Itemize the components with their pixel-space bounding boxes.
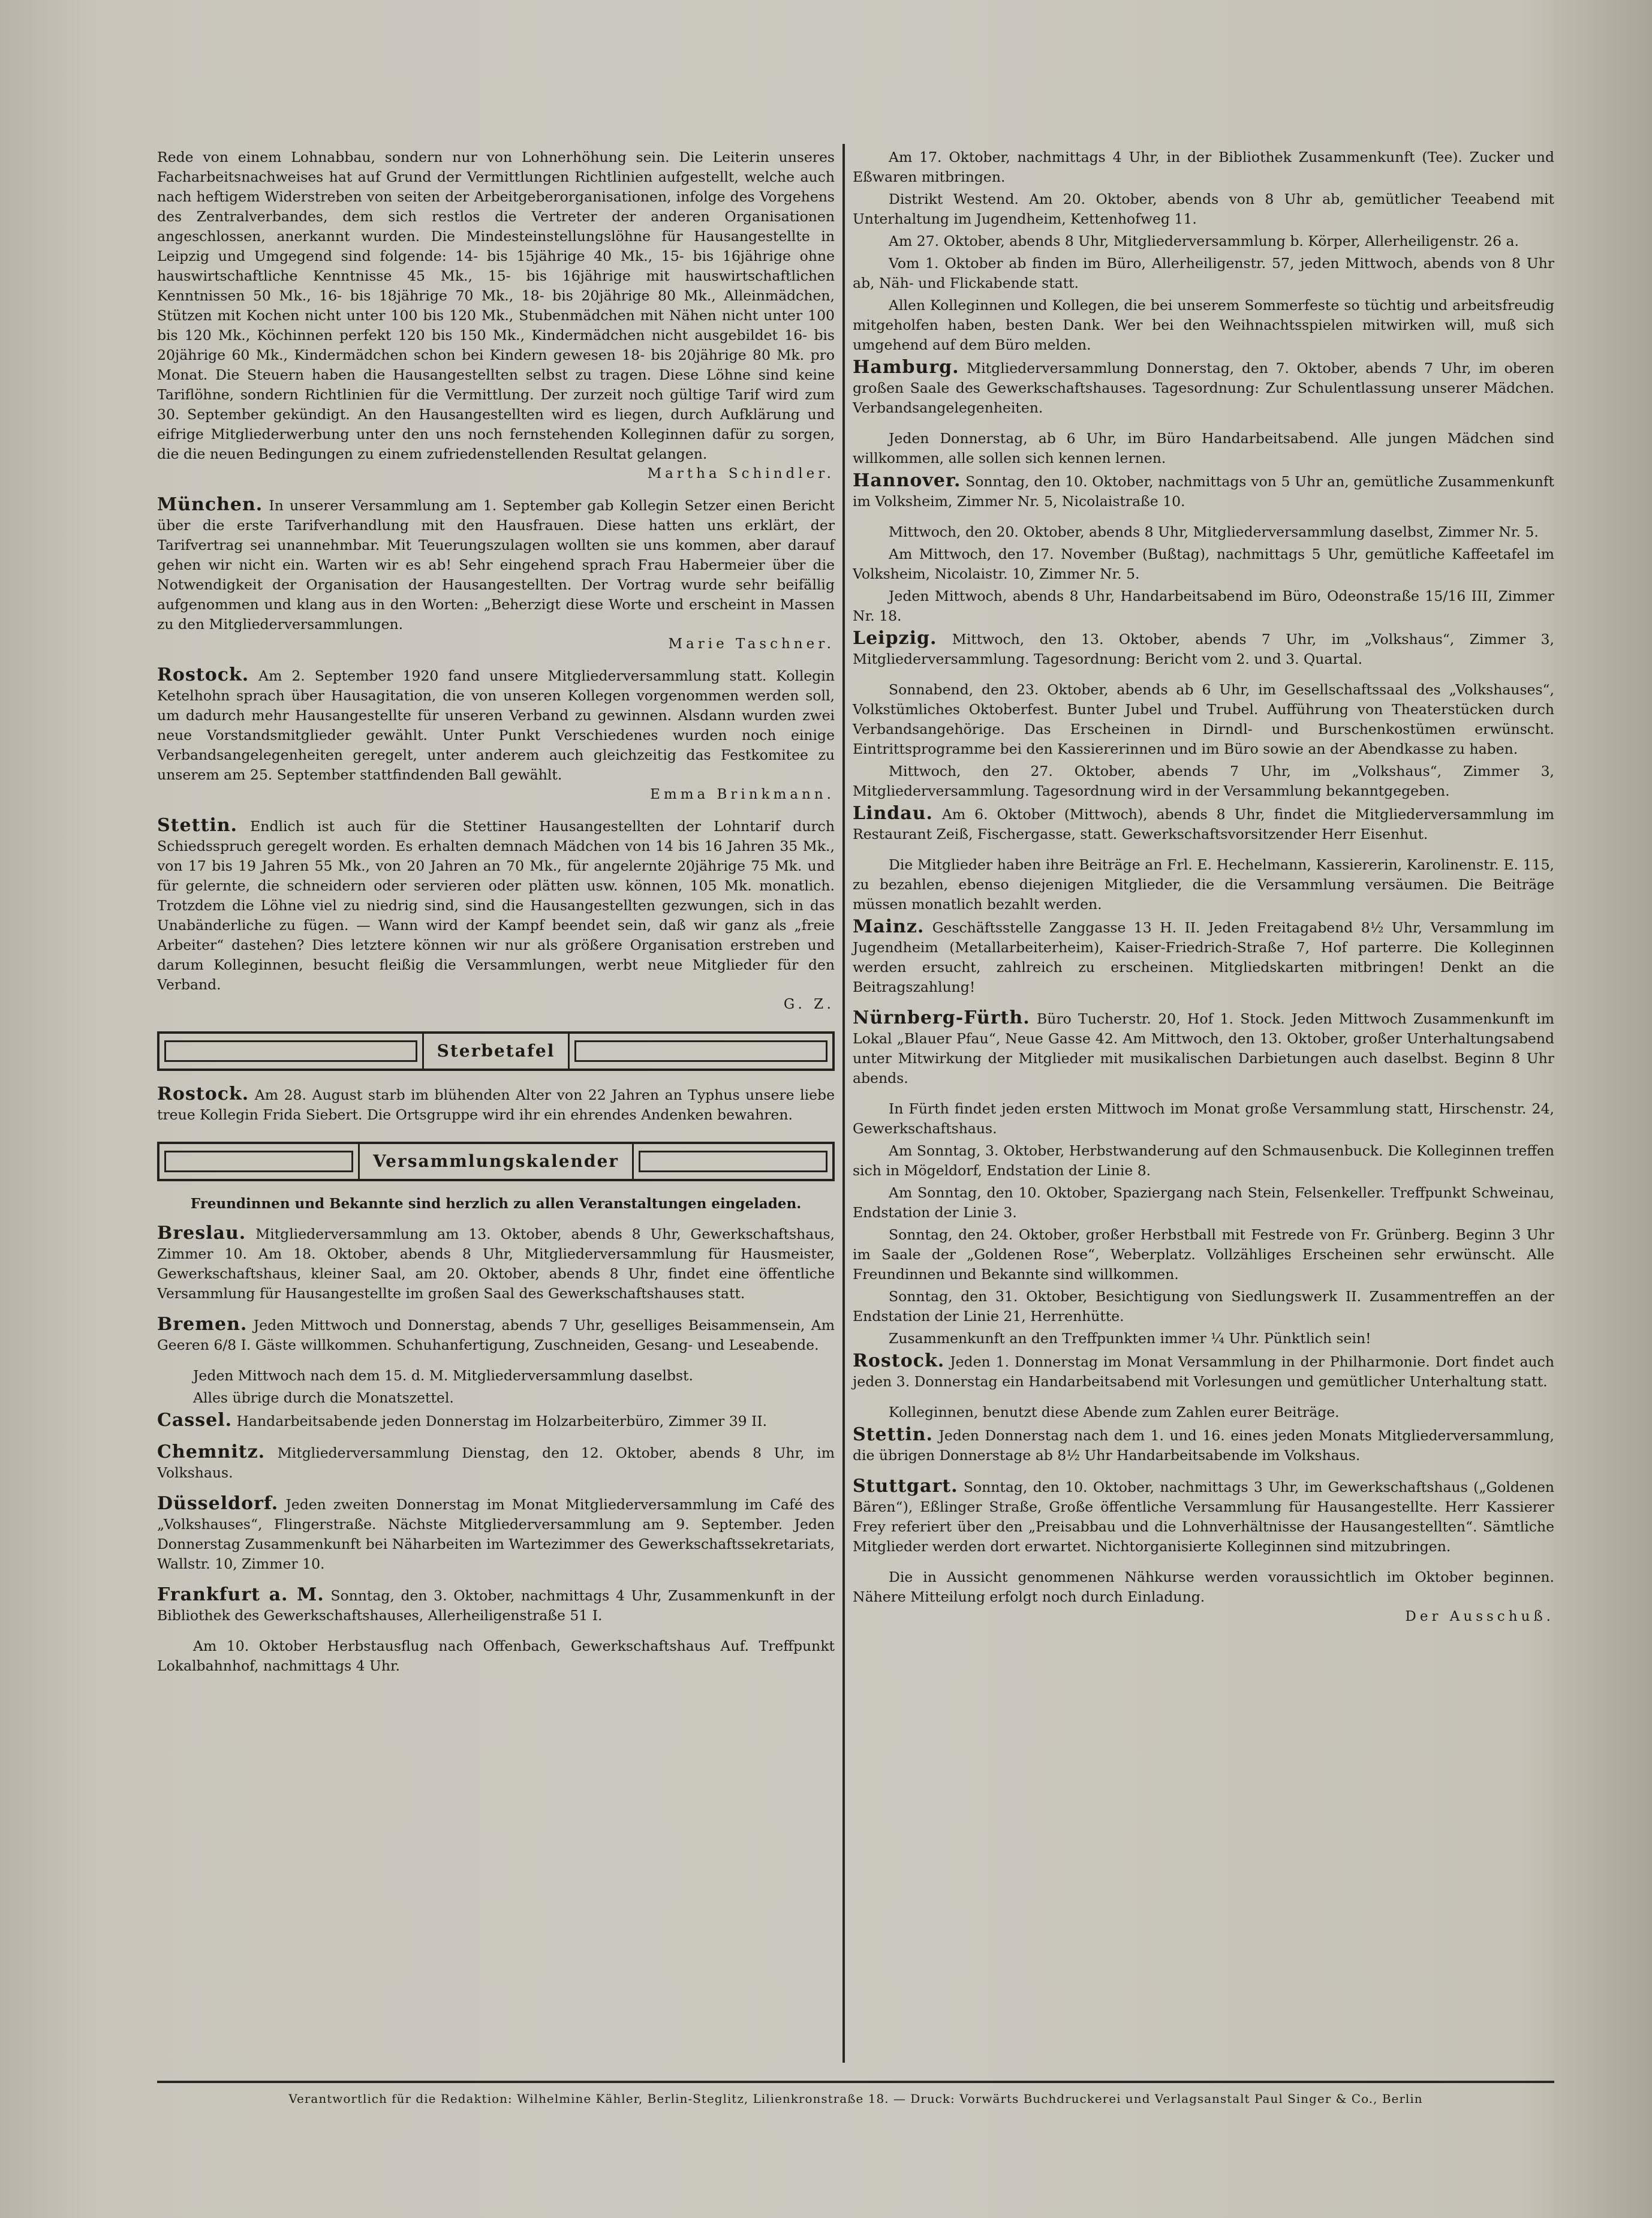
left-column — [157, 148, 835, 1678]
place-heading: Breslau. — [157, 1223, 246, 1244]
place-heading: Stuttgart. — [853, 1476, 958, 1497]
calendar-hannover-sub: Am Mittwoch, den 17. November (Bußtag), nachmittags 5 Uhr, gemütliche Kaffeetafel im Volksheim, Nicolaistr. 10, Zimmer Nr. 5. — [853, 546, 1554, 582]
calendar-stettin: Stettin. Jeden Donnerstag nach dem 1. und 16. eines jeden Monats Mitgliederversammlung, die übrigen Donnerstage ab 8½ Uhr Handarbeitsabende im Volkshaus. — [853, 1424, 1554, 1464]
place-heading: Frankfurt a. M. — [157, 1584, 324, 1605]
calendar-frankfurt-cont: Distrikt Westend. Am 20. Oktober, abends von 8 Uhr ab, gemütlicher Teeabend mit Unterhaltung im Jugendheim, Kettenhofweg 11. — [853, 191, 1554, 227]
signature: G. Z. — [783, 997, 835, 1012]
calendar-lindau: Lindau. Am 6. Oktober (Mittwoch), abends 8 Uhr, findet die Mitgliederversammlung im Restaurant Zeiß, Fischergasse, statt. Gewerkschaftsvorsitzender Herr Eisenhut. — [853, 803, 1554, 842]
calendar-hannover: Hannover. Sonntag, den 10. Oktober, nachmittags von 5 Uhr an, gemütliche Zusammenkunft im Volksheim, Zimmer Nr. 5, Nicolaistraße 10. — [853, 470, 1554, 510]
report-muenchen: München. In unserer Versammlung am 1. September gab Kollegin Setzer einen Bericht über die erste Tarifverhandlung mit den Hausfrauen. Diese hatten uns erklärt, der Tarifvertrag sei unannehmbar. Mit Teuerungszulagen wollten sie uns kommen, aber darauf gehen wir nicht ein. Warten wir es ab! Sehr eingehend sprach Frau Habermeier über die Notwendigkeit der Organisation der Hausangestellten. Der Vortrag wurde sehr beifällig aufgenommen und klang aus in den Worten: „Beherzigt diese Worte und erscheint in Massen zu den Mitgliederversammlungen. Marie Taschner. — [157, 495, 835, 654]
place-heading: Rostock. — [157, 1084, 249, 1105]
section-heading-box — [157, 1142, 835, 1181]
place-heading: Bremen. — [157, 1314, 248, 1335]
calendar-duesseldorf: Düsseldorf. Jeden zweiten Donnerstag im Monat Mitgliederversammlung im Café des „Volkshauses“, Flingerstraße. Nächste Mitgliederversammlung am 9. September. Jeden Donnerstag Zusammenkunft bei Näharbeiten im Wartezimmer des Gewerkschaftssekretariats, Wallstr. 10, Zimmer 10. — [157, 1493, 835, 1572]
calendar-breslau: Breslau. Mitgliederversammlung am 13. Oktober, abends 8 Uhr, Gewerkschaftshaus, Zimmer 10. Am 18. Oktober, abends 8 Uhr, Mitgliederversammlung für Hausmeister, Gewerkschaftshaus, kleiner Saal, am 20. Oktober, abends 8 Uhr, findet eine öffentliche Versammlung für Hausangestellte im großen Saal des Gewerkschaftshauses statt. — [157, 1223, 835, 1302]
calendar-bremen-sub: Alles übrige durch die Monatszettel. — [193, 1389, 454, 1406]
place-heading: Hamburg. — [853, 357, 959, 378]
calendar-rostock: Rostock. Jeden 1. Donnerstag im Monat Versammlung in der Philharmonie. Dort findet auch jeden 3. Donnerstag ein Handarbeitsabend mit Vorlesungen und gemütlicher Unterhaltung statt. — [853, 1350, 1554, 1390]
calendar-chemnitz: Chemnitz. Mitgliederversammlung Dienstag, den 12. Oktober, abends 8 Uhr, im Volkshaus. — [157, 1441, 835, 1481]
signature: Der Ausschuß. — [1405, 1609, 1554, 1624]
calendar-bremen-sub: Jeden Mittwoch nach dem 15. d. M. Mitgliederversammlung daselbst. — [193, 1367, 693, 1384]
place-heading: Hannover. — [853, 470, 961, 491]
imprint-footer: Verantwortlich für die Redaktion: Wilhelmine Kähler, Berlin-Steglitz, Lilienkronstraße 18. — Druck: Vorwärts Buchdruckerei und Verlagsanstalt Paul Singer & Co., Berlin — [157, 2081, 1554, 2106]
signature: Emma Brinkmann. — [650, 787, 835, 802]
calendar-nuernberg-sub: In Fürth findet jeden ersten Mittwoch im Monat große Versammlung statt, Hirschenstr. 24, Gewerkschaftshaus. — [853, 1100, 1554, 1137]
calendar-note: Freundinnen und Bekannte sind herzlich zu allen Veranstaltungen eingeladen. — [190, 1196, 802, 1212]
place-heading: Lindau. — [853, 803, 933, 824]
place-heading: Stettin. — [157, 815, 237, 836]
calendar-nuernberg-sub: Am Sonntag, den 10. Oktober, Spaziergang nach Stein, Felsenkeller. Treffpunkt Schweinau, Endstation der Linie 3. — [853, 1184, 1554, 1221]
calendar-rostock-sub: Kolleginnen, benutzt diese Abende zum Zahlen eurer Beiträge. — [889, 1404, 1340, 1421]
ornament-frame — [164, 1151, 353, 1172]
calendar-lindau-sub: Die Mitglieder haben ihre Beiträge an Frl. E. Hechelmann, Kassiererin, Karolinenstr. E. 115, zu bezahlen, ebenso diejenigen Mitglieder, die die Versammlung versäumen. Die Beiträge müssen monatlich bezahlt werden. — [853, 856, 1554, 913]
calendar-nuernberg-sub: Am Sonntag, 3. Oktober, Herbstwanderung auf den Schmausenbuck. Die Kolleginnen treffen sich in Mögeldorf, Endstation der Linie 8. — [853, 1142, 1554, 1179]
place-heading: Düsseldorf. — [157, 1493, 279, 1514]
place-heading: Leipzig. — [853, 628, 937, 649]
calendar-leipzig-sub: Mittwoch, den 27. Oktober, abends 7 Uhr, im „Volkshaus“, Zimmer 3, Mitgliederversammlung. Tagesordnung wird in der Versammlung bekanntgegeben. — [853, 763, 1554, 799]
section-title: Sterbetafel — [422, 1034, 570, 1069]
place-heading: Mainz. — [853, 916, 925, 937]
calendar-frankfurt-cont: Am 27. Oktober, abends 8 Uhr, Mitgliederversammlung b. Körper, Allerheiligenstr. 26 a. — [889, 233, 1519, 249]
calendar-cassel: Cassel. Handarbeitsabende jeden Donnerstag im Holzarbeiterbüro, Zimmer 39 II. — [157, 1410, 768, 1431]
right-column — [853, 148, 1554, 1629]
section-heading-box — [157, 1031, 835, 1071]
calendar-hamburg: Hamburg. Mitgliederversammlung Donnerstag, den 7. Oktober, abends 7 Uhr, im oberen großen Saale des Gewerkschaftshauses. Tagesordnung: Zur Schulentlassung unserer Mädchen. Verbandsangelegenheiten. — [853, 357, 1554, 416]
calendar-leipzig: Leipzig. Mittwoch, den 13. Oktober, abends 7 Uhr, im „Volkshaus“, Zimmer 3, Mitgliederversammlung. Tagesordnung: Bericht vom 2. und 3. Quartal. — [853, 628, 1554, 667]
calendar-frankfurt-sub: Am 10. Oktober Herbstausflug nach Offenbach, Gewerkschaftshaus Auf. Treffpunkt Lokalbahnhof, nachmittags 4 Uhr. — [157, 1638, 835, 1674]
calendar-stuttgart: Stuttgart. Sonntag, den 10. Oktober, nachmittags 3 Uhr, im Gewerkschaftshaus („Goldenen Bären“), Eßlinger Straße, Große öffentliche Versammlung für Hausangestellte. Herr Kassierer Frey referiert über den „Preisabbau und die Lohnverhältnisse der Hausangestellten“. Sämtliche Mitglieder werden dort erwartet. Nichtorganisierte Kolleginnen sind mitzubringen. — [853, 1476, 1554, 1555]
ornament-frame — [574, 1040, 827, 1062]
calendar-hannover-sub: Mittwoch, den 20. Oktober, abends 8 Uhr, Mitgliederversammlung daselbst, Zimmer Nr. 5. — [889, 523, 1539, 540]
calendar-frankfurt-cont: Vom 1. Oktober ab finden im Büro, Allerheiligenstr. 57, jeden Mittwoch, abends von 8 Uhr ab, Näh- und Flickabende statt. — [853, 255, 1554, 291]
place-heading: Stettin. — [853, 1424, 933, 1445]
place-heading: Nürnberg-Fürth. — [853, 1007, 1030, 1028]
column-divider — [842, 144, 845, 2063]
place-heading: Rostock. — [157, 664, 249, 685]
place-heading: Chemnitz. — [157, 1441, 266, 1462]
place-heading: Rostock. — [853, 1350, 945, 1371]
calendar-nuernberg-sub: Sonntag, den 31. Oktober, Besichtigung von Siedlungswerk II. Zusammentreffen an der Endstation der Linie 21, Herrenhütte. — [853, 1288, 1554, 1325]
report-stettin: Stettin. Endlich ist auch für die Stettiner Hausangestellten der Lohntarif durch Schiedsspruch geregelt worden. Es erhalten demnach Mädchen von 14 bis 16 Jahren 35 Mk., von 17 bis 19 Jahren 55 Mk., von 20 Jahren an 70 Mk., für angelernte 20jährige 75 Mk. und für gelernte, die schneidern oder servieren oder plätten usw. können, 105 Mk. monatlich. Trotzdem die Löhne viel zu niedrig sind, sind die Hausangestellten gezwungen, sich in das Unabänderliche zu fügen. — Wann wird der Kampf beendet sein, daß wir ganz als „freie Arbeiter“ dastehen? Dies letztere können wir nur als größere Organisation erstreben und darum Kolleginnen, besucht fleißig die Versammlungen, werbt neue Mitglieder für den Verband. G. Z. — [157, 815, 835, 1015]
calendar-frankfurt: Frankfurt a. M. Sonntag, den 3. Oktober, nachmittags 4 Uhr, Zusammenkunft in der Bibliothek des Gewerkschaftshauses, Allerheiligenstraße 51 I. — [157, 1584, 835, 1624]
calendar-mainz: Mainz. Geschäftsstelle Zanggasse 13 H. II. Jeden Freitagabend 8½ Uhr, Versammlung im Jugendheim (Metallarbeiterheim), Kaiser-Friedrich-Straße 7, Hof parterre. Die Kolleginnen werden ersucht, zahlreich zu erscheinen. Mitgliedskarten mitbringen! Denkt an die Beitragszahlung! — [853, 916, 1554, 995]
calendar-nuernberg-sub: Sonntag, den 24. Oktober, großer Herbstball mit Festrede von Fr. Grünberg. Beginn 3 Uhr im Saale der „Goldenen Rose“, Weberplatz. Vollzähliges Erscheinen sehr erwünscht. Alle Freundinnen und Bekannte sind willkommen. — [853, 1226, 1554, 1283]
obituary: Rostock. Am 28. August starb im blühenden Alter von 22 Jahren an Typhus unsere liebe treue Kollegin Frida Siebert. Die Ortsgruppe wird ihr ein ehrendes Andenken bewahren. — [157, 1084, 835, 1123]
calendar-hannover-sub: Jeden Mittwoch, abends 8 Uhr, Handarbeitsabend im Büro, Odeonstraße 15/16 III, Zimmer Nr. 18. — [853, 588, 1554, 624]
calendar-stuttgart-sub: Die in Aussicht genommenen Nähkurse werden voraussichtlich im Oktober beginnen. Nähere Mitteilung erfolgt noch durch Einladung. Der Ausschuß. — [853, 1567, 1554, 1627]
calendar-leipzig-sub: Sonnabend, den 23. Oktober, abends ab 6 Uhr, im Gesellschaftssaal des „Volkshauses“, Volkstümliches Oktoberfest. Bunter Jubel und Trubel. Aufführung von Theaterstücken durch Verbandsangehörige. Das Erscheinen in Dirndl- und Burschenkostümen erwünscht. Eintrittsprogramme bei den Kassiererinnen und im Büro sowie an der Abendkasse zu haben. — [853, 681, 1554, 757]
section-title: Versammlungskalender — [358, 1144, 634, 1179]
place-heading: München. — [157, 494, 263, 515]
report-rostock: Rostock. Am 2. September 1920 fand unsere Mitgliederversammlung statt. Kollegin Ketelhohn sprach über Hausagitation, die von unseren Kollegen vorgenommen werden soll, um dadurch mehr Hausangestellte für unseren Verband zu gewinnen. Alsdann wurden zwei neue Vorstandsmitglieder gewählt. Unter Punkt Verschiedenes wurden noch einige Verbandsangelegenheiten geregelt, unter anderem auch gleichzeitig das Festkomitee zu unserem am 25. September stattfindenden Ball gewählt. Emma Brinkmann. — [157, 665, 835, 805]
ornament-frame — [164, 1040, 417, 1062]
signature: Marie Taschner. — [668, 636, 835, 652]
signature: Martha Schindler. — [647, 466, 835, 481]
ornament-frame — [639, 1151, 827, 1172]
calendar-frankfurt-cont: Am 17. Oktober, nachmittags 4 Uhr, in der Bibliothek Zusammenkunft (Tee). Zucker und Eßwaren mitbringen. — [853, 149, 1554, 185]
place-heading: Cassel. — [157, 1410, 233, 1431]
calendar-frankfurt-cont: Allen Kolleginnen und Kollegen, die bei unserem Sommerfeste so tüchtig und arbeitsfreudig mitgeholfen haben, besten Dank. Wer bei den Weihnachtsspielen mitwirken will, muß sich umgehend auf dem Büro melden. — [853, 297, 1554, 353]
calendar-bremen: Bremen. Jeden Mittwoch und Donnerstag, abends 7 Uhr, geselliges Beisammensein, Am Geeren 6/8 I. Gäste willkommen. Schuhanfertigung, Zuschneiden, Gesang- und Leseabende. — [157, 1314, 835, 1353]
calendar-nuernberg: Nürnberg-Fürth. Büro Tucherstr. 20, Hof 1. Stock. Jeden Mittwoch Zusammenkunft im Lokal „Blauer Pfau“, Neue Gasse 42. Am Mittwoch, den 13. Oktober, großer Unterhaltungsabend unter Mitwirkung der Mitglieder mit musikalischen Darbietungen auch daselbst. Beginn 8 Uhr abends. — [853, 1007, 1554, 1087]
calendar-nuernberg-sub: Zusammenkunft an den Treffpunkten immer ¼ Uhr. Pünktlich sein! — [889, 1330, 1371, 1347]
intro-article: Rede von einem Lohnabbau, sondern nur von Lohnerhöhung sein. Die Leiterin unseres Facharbeitsnachweises hat auf Grund der Vermittlungen Richtlinien aufgestellt, welche auch nach heftigem Widerstreben von seiten der Arbeitgeberorganisationen, infolge des Vorgehens des Zentralverbandes, dem sich restlos die Vertreter der anderen Organisationen angeschlossen, anerkannt wurden. Die Mindesteinstellungslöhne für Hausangestellte in Leipzig und Umgegend sind folgende: 14- bis 15jährige 40 Mk., 15- bis 16jährige ohne hauswirtschaftliche Kenntnisse 45 Mk., 15- bis 16jährige mit hauswirtschaftlichen Kenntnissen 50 Mk., 16- bis 18jährige 70 Mk., 18- bis 20jährige 80 Mk., Alleinmädchen, Stützen mit Kochen nicht unter 100 bis 120 Mk., Stubenmädchen mit Nähen nicht unter 100 bis 120 Mk., Köchinnen perfekt 120 bis 150 Mk., Kindermädchen nicht ausgebildet 16- bis 20jährige 60 Mk., Kindermädchen schon bei Kindern gewesen 18- bis 20jährige 80 Mk. pro Monat. Die Steuern haben die Hausangestellten selbst zu tragen. Diese Löhne sind keine Tariflöhne, sondern Richtlinien für die Vermittlung. Der zurzeit noch gültige Tarif wird zum 30. September gekündigt. An den Hausangestellten wird es liegen, durch Aufklärung und eifrige Mitgliederwerbung unter den uns noch fernstehenden Kolleginnen dafür zu sorgen, die die neuen Bedingungen zu einem zufriedenstellenden Resultat gelangen. Martha Schindler. — [157, 148, 835, 484]
calendar-hamburg-sub: Jeden Donnerstag, ab 6 Uhr, im Büro Handarbeitsabend. Alle jungen Mädchen sind willkommen, alle sollen sich kennen lernen. — [853, 430, 1554, 467]
